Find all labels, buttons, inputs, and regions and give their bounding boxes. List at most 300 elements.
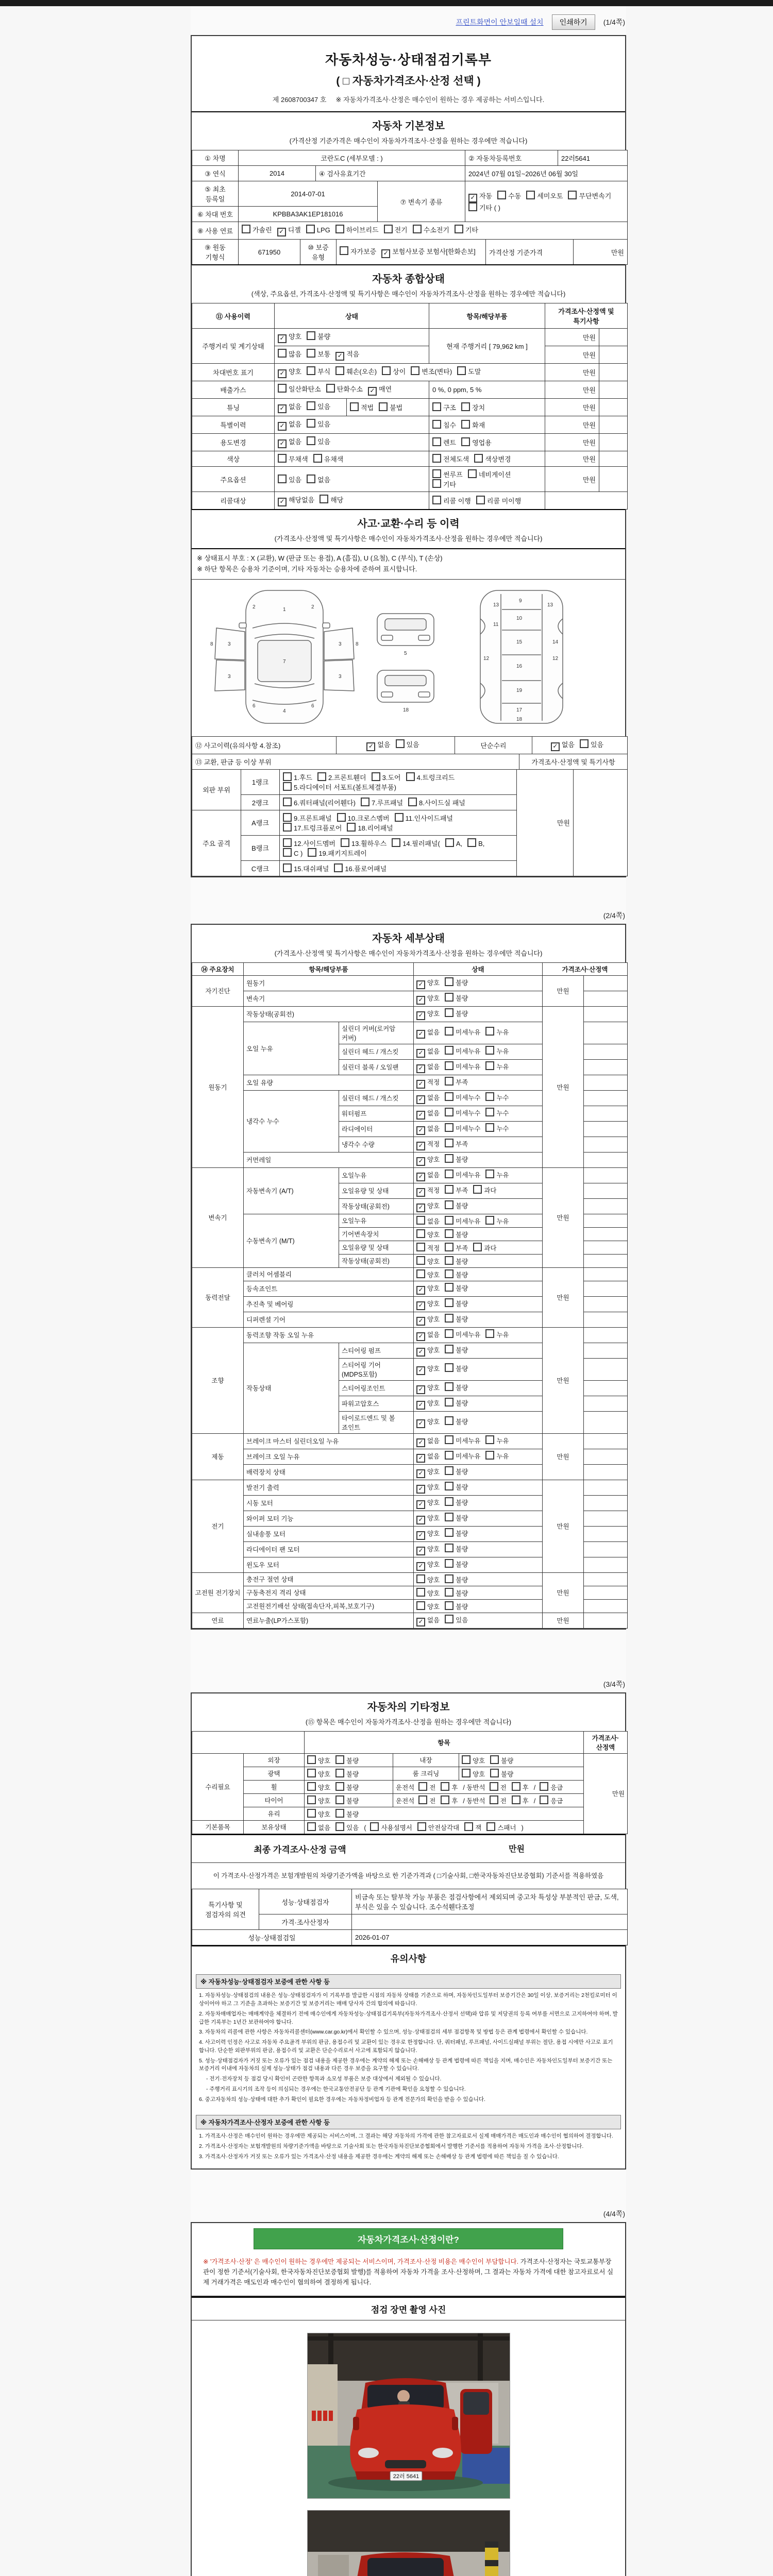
unchecked-checkbox-icon[interactable] xyxy=(445,1139,453,1147)
checkbox-option[interactable] xyxy=(445,1170,480,1179)
unchecked-checkbox-icon[interactable] xyxy=(340,246,348,255)
unchecked-checkbox-icon[interactable] xyxy=(283,823,292,832)
unchecked-checkbox-icon[interactable] xyxy=(445,1008,453,1017)
print-button[interactable]: 인쇄하기 xyxy=(552,14,595,30)
checkbox-option[interactable] xyxy=(445,1601,468,1611)
checkbox-option[interactable] xyxy=(416,1269,440,1279)
unchecked-checkbox-icon[interactable] xyxy=(341,838,349,847)
checkbox-option[interactable] xyxy=(335,225,379,234)
unchecked-checkbox-icon[interactable] xyxy=(445,1243,453,1251)
unchecked-checkbox-icon[interactable] xyxy=(372,772,380,781)
checkbox-option[interactable] xyxy=(416,1062,440,1073)
checkbox-option[interactable] xyxy=(445,1528,468,1538)
unchecked-checkbox-icon[interactable] xyxy=(485,1061,494,1070)
checkbox-option[interactable] xyxy=(335,1822,359,1832)
unchecked-checkbox-icon[interactable] xyxy=(468,202,477,211)
unchecked-checkbox-icon[interactable] xyxy=(283,782,292,791)
unchecked-checkbox-icon[interactable] xyxy=(432,496,441,504)
unchecked-checkbox-icon[interactable] xyxy=(445,977,453,986)
checkbox-option[interactable] xyxy=(445,1027,480,1037)
unchecked-checkbox-icon[interactable] xyxy=(347,823,356,832)
unchecked-checkbox-icon[interactable] xyxy=(485,1170,494,1178)
unchecked-checkbox-icon[interactable] xyxy=(461,402,470,411)
checkbox-option[interactable] xyxy=(335,349,359,361)
checked-checkbox-icon[interactable]: ✓ xyxy=(278,334,287,343)
checkbox-option[interactable] xyxy=(445,1108,480,1117)
checkbox-option[interactable] xyxy=(307,436,330,446)
unchecked-checkbox-icon[interactable] xyxy=(307,366,315,375)
checkbox-option[interactable] xyxy=(540,1795,563,1805)
checkbox-option[interactable] xyxy=(485,1170,509,1179)
checkbox-option[interactable] xyxy=(445,993,468,1003)
unchecked-checkbox-icon[interactable] xyxy=(242,225,250,233)
checkbox-option[interactable] xyxy=(416,1529,440,1540)
unchecked-checkbox-icon[interactable] xyxy=(416,1243,425,1251)
checkbox-option[interactable] xyxy=(461,420,485,430)
unchecked-checkbox-icon[interactable] xyxy=(462,1755,470,1764)
unchecked-checkbox-icon[interactable] xyxy=(476,496,485,504)
unchecked-checkbox-icon[interactable] xyxy=(445,1046,453,1055)
unchecked-checkbox-icon[interactable] xyxy=(445,1283,453,1292)
checkbox-option[interactable] xyxy=(445,1256,468,1266)
checkbox-option[interactable] xyxy=(445,1435,480,1445)
checked-checkbox-icon[interactable]: ✓ xyxy=(381,249,390,258)
checkbox-option[interactable] xyxy=(485,1435,509,1445)
checked-checkbox-icon[interactable]: ✓ xyxy=(416,1419,425,1428)
checkbox-option[interactable] xyxy=(485,1123,509,1133)
unchecked-checkbox-icon[interactable] xyxy=(512,1795,520,1804)
unchecked-checkbox-icon[interactable] xyxy=(307,1755,316,1764)
unchecked-checkbox-icon[interactable] xyxy=(283,813,292,822)
unchecked-checkbox-icon[interactable] xyxy=(335,1769,344,1777)
checked-checkbox-icon[interactable]: ✓ xyxy=(416,1301,425,1310)
checkbox-option[interactable] xyxy=(396,739,419,749)
unchecked-checkbox-icon[interactable] xyxy=(485,1092,494,1101)
checked-checkbox-icon[interactable]: ✓ xyxy=(416,1204,425,1212)
unchecked-checkbox-icon[interactable] xyxy=(445,1615,453,1623)
unchecked-checkbox-icon[interactable] xyxy=(278,349,287,358)
unchecked-checkbox-icon[interactable] xyxy=(335,366,344,375)
checkbox-option[interactable] xyxy=(416,1283,440,1295)
checkbox-option[interactable] xyxy=(416,993,440,1005)
checkbox-option[interactable] xyxy=(381,246,476,258)
checkbox-option[interactable] xyxy=(445,1398,468,1408)
checkbox-option[interactable] xyxy=(445,1139,468,1148)
checkbox-option[interactable] xyxy=(416,1155,440,1166)
checkbox-option[interactable] xyxy=(445,1382,468,1392)
checkbox-option[interactable] xyxy=(445,1615,468,1624)
checkbox-option[interactable] xyxy=(320,495,343,504)
checkbox-option[interactable] xyxy=(416,1093,440,1104)
checkbox-option[interactable] xyxy=(445,1298,468,1308)
unchecked-checkbox-icon[interactable] xyxy=(526,191,535,199)
checkbox-option[interactable] xyxy=(307,401,330,411)
unchecked-checkbox-icon[interactable] xyxy=(457,366,466,375)
unchecked-checkbox-icon[interactable] xyxy=(485,1046,494,1055)
unchecked-checkbox-icon[interactable] xyxy=(467,838,476,847)
checked-checkbox-icon[interactable]: ✓ xyxy=(416,1485,425,1494)
unchecked-checkbox-icon[interactable] xyxy=(445,1200,453,1209)
checkbox-option[interactable] xyxy=(372,772,401,782)
checkbox-option[interactable] xyxy=(490,1769,513,1778)
checkbox-option[interactable] xyxy=(490,1755,513,1765)
unchecked-checkbox-icon[interactable] xyxy=(283,863,292,872)
unchecked-checkbox-icon[interactable] xyxy=(468,469,477,478)
checked-checkbox-icon[interactable]: ✓ xyxy=(416,1438,425,1447)
unchecked-checkbox-icon[interactable] xyxy=(417,1822,426,1831)
checkbox-option[interactable] xyxy=(461,402,485,412)
checked-checkbox-icon[interactable]: ✓ xyxy=(416,1286,425,1295)
checkbox-option[interactable] xyxy=(468,191,492,202)
checkbox-option[interactable] xyxy=(341,838,386,848)
unchecked-checkbox-icon[interactable] xyxy=(490,1769,499,1777)
checkbox-option[interactable] xyxy=(395,813,453,823)
unchecked-checkbox-icon[interactable] xyxy=(462,1769,470,1777)
unchecked-checkbox-icon[interactable] xyxy=(395,813,404,822)
checkbox-option[interactable] xyxy=(416,1077,440,1089)
unchecked-checkbox-icon[interactable] xyxy=(432,420,441,429)
checkbox-option[interactable] xyxy=(462,1769,485,1778)
unchecked-checkbox-icon[interactable] xyxy=(307,1822,316,1831)
unchecked-checkbox-icon[interactable] xyxy=(335,1782,344,1791)
checked-checkbox-icon[interactable]: ✓ xyxy=(468,194,477,202)
checkbox-option[interactable] xyxy=(457,366,481,376)
checkbox-option[interactable] xyxy=(432,469,463,479)
checked-checkbox-icon[interactable]: ✓ xyxy=(335,352,344,361)
unchecked-checkbox-icon[interactable] xyxy=(486,1822,495,1831)
checked-checkbox-icon[interactable]: ✓ xyxy=(416,996,425,1005)
checkbox-option[interactable] xyxy=(418,1782,435,1792)
checkbox-option[interactable] xyxy=(416,1256,440,1266)
unchecked-checkbox-icon[interactable] xyxy=(432,479,441,488)
unchecked-checkbox-icon[interactable] xyxy=(317,772,326,781)
unchecked-checkbox-icon[interactable] xyxy=(396,739,405,748)
unchecked-checkbox-icon[interactable] xyxy=(461,437,470,446)
checked-checkbox-icon[interactable]: ✓ xyxy=(416,1531,425,1540)
checkbox-option[interactable] xyxy=(512,1795,529,1805)
checkbox-option[interactable] xyxy=(307,366,330,376)
unchecked-checkbox-icon[interactable] xyxy=(335,1795,344,1804)
checkbox-option[interactable] xyxy=(335,1755,359,1765)
checkbox-option[interactable] xyxy=(278,349,301,359)
unchecked-checkbox-icon[interactable] xyxy=(416,1588,425,1597)
checkbox-option[interactable] xyxy=(416,978,440,989)
unchecked-checkbox-icon[interactable] xyxy=(445,1314,453,1323)
checkbox-option[interactable] xyxy=(416,1467,440,1478)
checkbox-option[interactable] xyxy=(307,1755,330,1765)
checkbox-option[interactable] xyxy=(335,1809,359,1819)
checkbox-option[interactable] xyxy=(416,1417,440,1428)
checkbox-option[interactable] xyxy=(568,191,611,200)
unchecked-checkbox-icon[interactable] xyxy=(445,1482,453,1490)
unchecked-checkbox-icon[interactable] xyxy=(455,225,463,233)
checkbox-option[interactable] xyxy=(445,1046,480,1056)
unchecked-checkbox-icon[interactable] xyxy=(473,1185,482,1194)
checkbox-option[interactable] xyxy=(313,454,344,464)
unchecked-checkbox-icon[interactable] xyxy=(432,437,441,446)
unchecked-checkbox-icon[interactable] xyxy=(497,191,506,199)
unchecked-checkbox-icon[interactable] xyxy=(382,366,391,375)
unchecked-checkbox-icon[interactable] xyxy=(283,772,292,781)
checkbox-option[interactable] xyxy=(283,848,303,857)
unchecked-checkbox-icon[interactable] xyxy=(313,454,322,463)
checkbox-option[interactable] xyxy=(307,349,330,359)
unchecked-checkbox-icon[interactable] xyxy=(445,1528,453,1537)
checkbox-option[interactable] xyxy=(307,1809,330,1819)
checkbox-option[interactable] xyxy=(445,1185,468,1195)
checkbox-option[interactable] xyxy=(337,813,390,823)
checkbox-option[interactable] xyxy=(416,1588,440,1598)
checkbox-option[interactable] xyxy=(242,225,272,234)
checkbox-option[interactable] xyxy=(416,1513,440,1524)
checkbox-option[interactable] xyxy=(416,1560,440,1571)
checkbox-option[interactable] xyxy=(278,474,301,484)
checkbox-option[interactable] xyxy=(473,1243,496,1252)
checked-checkbox-icon[interactable]: ✓ xyxy=(416,1385,425,1394)
unchecked-checkbox-icon[interactable] xyxy=(370,1822,379,1831)
checkbox-option[interactable] xyxy=(350,402,374,412)
unchecked-checkbox-icon[interactable] xyxy=(473,1243,482,1251)
unchecked-checkbox-icon[interactable] xyxy=(445,1559,453,1568)
unchecked-checkbox-icon[interactable] xyxy=(445,1269,453,1278)
unchecked-checkbox-icon[interactable] xyxy=(485,1108,494,1116)
unchecked-checkbox-icon[interactable] xyxy=(416,1229,425,1238)
unchecked-checkbox-icon[interactable] xyxy=(512,1782,520,1791)
checkbox-option[interactable] xyxy=(406,772,455,782)
checkbox-option[interactable] xyxy=(432,402,456,412)
unchecked-checkbox-icon[interactable] xyxy=(485,1451,494,1460)
unchecked-checkbox-icon[interactable] xyxy=(307,1809,316,1818)
unchecked-checkbox-icon[interactable] xyxy=(307,1769,316,1777)
checkbox-option[interactable] xyxy=(468,469,511,479)
checkbox-option[interactable] xyxy=(416,1544,440,1555)
checked-checkbox-icon[interactable]: ✓ xyxy=(416,1030,425,1039)
checkbox-option[interactable] xyxy=(445,1314,468,1324)
checkbox-option[interactable] xyxy=(416,1139,440,1150)
checked-checkbox-icon[interactable]: ✓ xyxy=(416,1111,425,1120)
unchecked-checkbox-icon[interactable] xyxy=(406,772,415,781)
checked-checkbox-icon[interactable]: ✓ xyxy=(416,980,425,989)
checked-checkbox-icon[interactable]: ✓ xyxy=(416,1049,425,1058)
unchecked-checkbox-icon[interactable] xyxy=(384,225,393,233)
checked-checkbox-icon[interactable]: ✓ xyxy=(416,1080,425,1089)
checked-checkbox-icon[interactable]: ✓ xyxy=(416,1011,425,1020)
unchecked-checkbox-icon[interactable] xyxy=(361,798,369,806)
unchecked-checkbox-icon[interactable] xyxy=(432,454,441,463)
checkbox-option[interactable] xyxy=(379,402,402,412)
checkbox-option[interactable] xyxy=(445,1200,468,1210)
checkbox-option[interactable] xyxy=(392,838,440,848)
checked-checkbox-icon[interactable]: ✓ xyxy=(416,1142,425,1150)
checkbox-option[interactable] xyxy=(278,401,301,413)
unchecked-checkbox-icon[interactable] xyxy=(485,1435,494,1444)
checkbox-option[interactable] xyxy=(445,1544,468,1553)
checked-checkbox-icon[interactable]: ✓ xyxy=(416,1332,425,1341)
checkbox-option[interactable] xyxy=(464,1822,481,1832)
checkbox-option[interactable] xyxy=(467,838,484,848)
checkbox-option[interactable] xyxy=(445,1077,468,1087)
checkbox-option[interactable] xyxy=(361,798,403,807)
checkbox-option[interactable] xyxy=(416,1108,440,1120)
checkbox-option[interactable] xyxy=(366,739,390,751)
checked-checkbox-icon[interactable]: ✓ xyxy=(416,1064,425,1073)
unchecked-checkbox-icon[interactable] xyxy=(445,1497,453,1506)
checkbox-option[interactable] xyxy=(432,437,456,447)
checkbox-option[interactable] xyxy=(445,1345,468,1354)
checked-checkbox-icon[interactable]: ✓ xyxy=(416,1095,425,1104)
checkbox-option[interactable] xyxy=(307,331,330,341)
checkbox-option[interactable] xyxy=(485,1108,509,1117)
unchecked-checkbox-icon[interactable] xyxy=(307,1782,316,1791)
checked-checkbox-icon[interactable]: ✓ xyxy=(278,422,287,431)
unchecked-checkbox-icon[interactable] xyxy=(308,848,316,857)
checked-checkbox-icon[interactable]: ✓ xyxy=(278,498,287,506)
unchecked-checkbox-icon[interactable] xyxy=(307,419,315,428)
unchecked-checkbox-icon[interactable] xyxy=(445,1601,453,1610)
checkbox-option[interactable] xyxy=(445,1008,468,1018)
checkbox-option[interactable] xyxy=(416,1046,440,1058)
unchecked-checkbox-icon[interactable] xyxy=(445,1398,453,1406)
checked-checkbox-icon[interactable]: ✓ xyxy=(416,1188,425,1197)
checkbox-option[interactable] xyxy=(416,1398,440,1410)
unchecked-checkbox-icon[interactable] xyxy=(568,191,577,199)
checkbox-option[interactable] xyxy=(416,1498,440,1509)
checkbox-option[interactable] xyxy=(416,1009,440,1020)
unchecked-checkbox-icon[interactable] xyxy=(416,1269,425,1278)
checkbox-option[interactable] xyxy=(490,1782,507,1792)
checked-checkbox-icon[interactable]: ✓ xyxy=(416,1126,425,1135)
unchecked-checkbox-icon[interactable] xyxy=(416,1574,425,1583)
checkbox-option[interactable] xyxy=(413,225,449,234)
unchecked-checkbox-icon[interactable] xyxy=(335,1755,344,1764)
unchecked-checkbox-icon[interactable] xyxy=(441,1795,449,1804)
checkbox-option[interactable] xyxy=(462,1755,485,1765)
checkbox-option[interactable] xyxy=(317,772,366,782)
checkbox-option[interactable] xyxy=(307,1795,330,1805)
checkbox-option[interactable] xyxy=(445,1154,468,1164)
unchecked-checkbox-icon[interactable] xyxy=(464,1822,473,1831)
checkbox-option[interactable] xyxy=(445,1416,468,1426)
checkbox-option[interactable] xyxy=(416,1330,440,1341)
checked-checkbox-icon[interactable]: ✓ xyxy=(278,404,287,413)
checkbox-option[interactable] xyxy=(307,474,330,484)
checkbox-option[interactable] xyxy=(416,1601,440,1611)
checkbox-option[interactable] xyxy=(416,1185,440,1197)
unchecked-checkbox-icon[interactable] xyxy=(445,1435,453,1444)
checkbox-option[interactable] xyxy=(486,1822,516,1832)
checkbox-option[interactable] xyxy=(382,366,406,376)
checked-checkbox-icon[interactable]: ✓ xyxy=(278,439,287,448)
unchecked-checkbox-icon[interactable] xyxy=(445,1123,453,1132)
unchecked-checkbox-icon[interactable] xyxy=(445,1170,453,1178)
unchecked-checkbox-icon[interactable] xyxy=(445,1345,453,1353)
unchecked-checkbox-icon[interactable] xyxy=(490,1755,499,1764)
checkbox-option[interactable] xyxy=(335,1769,359,1778)
checked-checkbox-icon[interactable]: ✓ xyxy=(416,1618,425,1626)
unchecked-checkbox-icon[interactable] xyxy=(445,1588,453,1597)
checkbox-option[interactable] xyxy=(485,1061,509,1071)
checkbox-option[interactable] xyxy=(308,848,366,858)
checkbox-option[interactable] xyxy=(416,1027,440,1039)
unchecked-checkbox-icon[interactable] xyxy=(485,1329,494,1338)
unchecked-checkbox-icon[interactable] xyxy=(432,402,441,411)
unchecked-checkbox-icon[interactable] xyxy=(445,1544,453,1552)
unchecked-checkbox-icon[interactable] xyxy=(461,420,470,429)
checkbox-option[interactable] xyxy=(416,1482,440,1494)
unchecked-checkbox-icon[interactable] xyxy=(278,474,287,483)
unchecked-checkbox-icon[interactable] xyxy=(441,1782,449,1791)
checkbox-option[interactable] xyxy=(416,1615,440,1626)
unchecked-checkbox-icon[interactable] xyxy=(445,1061,453,1070)
unchecked-checkbox-icon[interactable] xyxy=(580,739,589,748)
checkbox-option[interactable] xyxy=(461,437,492,447)
unchecked-checkbox-icon[interactable] xyxy=(490,1795,498,1804)
unchecked-checkbox-icon[interactable] xyxy=(445,1077,453,1086)
unchecked-checkbox-icon[interactable] xyxy=(445,1256,453,1265)
checkbox-option[interactable] xyxy=(445,1123,480,1133)
checkbox-option[interactable] xyxy=(485,1216,509,1226)
checked-checkbox-icon[interactable]: ✓ xyxy=(416,1317,425,1326)
unchecked-checkbox-icon[interactable] xyxy=(307,436,315,445)
checkbox-option[interactable] xyxy=(476,496,521,505)
checked-checkbox-icon[interactable]: ✓ xyxy=(551,742,560,751)
unchecked-checkbox-icon[interactable] xyxy=(445,1513,453,1521)
checkbox-option[interactable] xyxy=(445,1588,468,1598)
checkbox-option[interactable] xyxy=(278,331,301,343)
unchecked-checkbox-icon[interactable] xyxy=(418,1795,427,1804)
unchecked-checkbox-icon[interactable] xyxy=(411,366,419,375)
checked-checkbox-icon[interactable]: ✓ xyxy=(416,1173,425,1181)
checkbox-option[interactable] xyxy=(416,1216,440,1226)
checkbox-option[interactable] xyxy=(445,1243,468,1252)
checkbox-option[interactable] xyxy=(445,1283,468,1293)
checkbox-option[interactable] xyxy=(485,1451,509,1461)
checkbox-option[interactable] xyxy=(335,1782,359,1792)
checkbox-option[interactable] xyxy=(497,191,521,200)
checkbox-option[interactable] xyxy=(278,419,301,431)
checkbox-option[interactable] xyxy=(432,496,471,505)
checkbox-option[interactable] xyxy=(432,420,456,430)
checkbox-option[interactable] xyxy=(445,1466,468,1476)
checkbox-option[interactable] xyxy=(278,495,314,506)
checkbox-option[interactable] xyxy=(445,1559,468,1569)
checked-checkbox-icon[interactable]: ✓ xyxy=(416,1454,425,1463)
checkbox-option[interactable] xyxy=(526,191,563,200)
checked-checkbox-icon[interactable]: ✓ xyxy=(368,387,377,396)
checkbox-option[interactable] xyxy=(551,739,575,751)
unchecked-checkbox-icon[interactable] xyxy=(490,1782,498,1791)
checkbox-option[interactable] xyxy=(485,1329,509,1339)
checkbox-option[interactable] xyxy=(416,1451,440,1463)
unchecked-checkbox-icon[interactable] xyxy=(278,384,287,393)
checkbox-option[interactable] xyxy=(432,479,456,489)
checkbox-option[interactable] xyxy=(326,384,363,394)
checkbox-option[interactable] xyxy=(416,1299,440,1310)
checkbox-option[interactable] xyxy=(445,1574,468,1584)
checkbox-option[interactable] xyxy=(445,977,468,987)
unchecked-checkbox-icon[interactable] xyxy=(445,1108,453,1116)
checkbox-option[interactable] xyxy=(368,384,392,396)
checkbox-option[interactable] xyxy=(416,1574,440,1584)
checkbox-option[interactable] xyxy=(277,225,301,236)
checkbox-option[interactable] xyxy=(540,1782,563,1792)
checkbox-option[interactable] xyxy=(307,1822,330,1832)
checkbox-option[interactable] xyxy=(283,772,312,782)
checkbox-option[interactable] xyxy=(335,366,377,376)
unchecked-checkbox-icon[interactable] xyxy=(283,848,292,857)
unchecked-checkbox-icon[interactable] xyxy=(445,1229,453,1238)
checkbox-option[interactable] xyxy=(485,1092,509,1102)
